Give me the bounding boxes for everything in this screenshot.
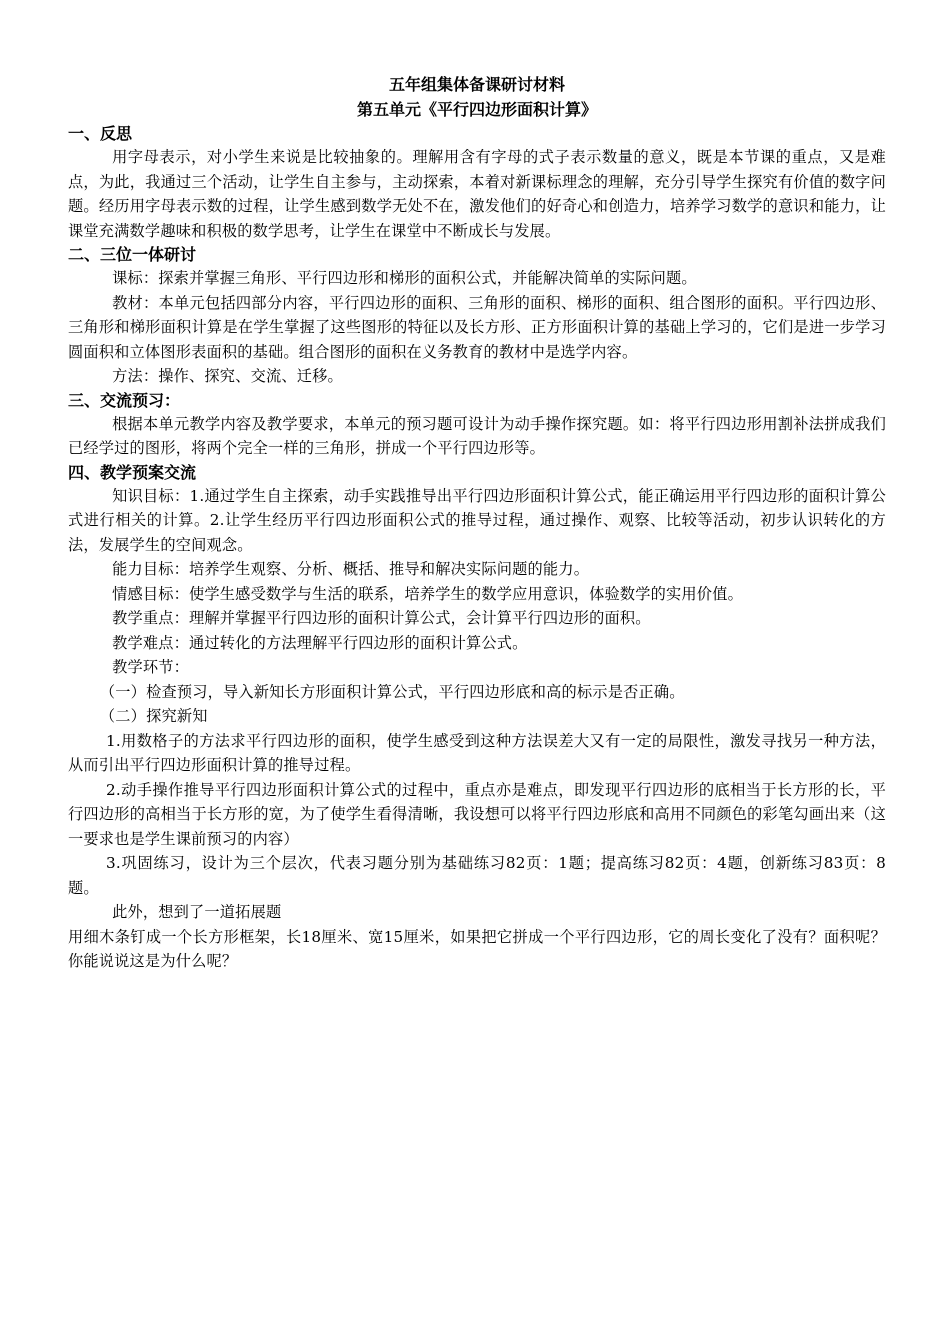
paragraph: 方法：操作、探究、交流、迁移。 <box>112 367 343 385</box>
paragraph: （二）探究新知 <box>99 707 208 725</box>
section-heading-preview: 三、交流预习： <box>68 390 181 410</box>
document-title: 五年组集体备课研讨材料 <box>388 75 565 94</box>
paragraph: （一）检查预习，导入新知长方形面积计算公式，平行四边形底和高的标示是否正确。 <box>99 682 685 701</box>
paragraph: 教学难点：通过转化的方法理解平行四边形的面积计算公式。 <box>112 633 528 652</box>
paragraph: 教材：本单元包括四部分内容，平行四边形的面积、三角形的面积、梯形的面积、组合图形的面积。平行四边形、三角形和梯形面积计算是在学生掌握了这些图形的特征以及长方形、正方形面积计算的基础上学习的，它们是进一步学习圆面积和立体图形表面积的基础。组合图形的面积在义务教育的教材中是选学内容。 <box>68 293 886 361</box>
paragraph: 情感目标：使学生感受数学与生活的联系，培养学生的数学应用意识，体验数学的实用价值。 <box>112 584 743 603</box>
paragraph: 课标：探索并掌握三角形、平行四边形和梯形的面积公式，并能解决简单的实际问题。 <box>112 269 697 287</box>
paragraph: 根据本单元教学内容及教学要求，本单元的预习题可设计为动手操作探究题。如：将平行四边形用割补法拼成我们已经学过的图形，将两个完全一样的三角形，拼成一个平行四边形等。 <box>68 414 886 457</box>
paragraph: 此外，想到了一道拓展题 <box>112 903 282 921</box>
document-subtitle: 第五单元《平行四边形面积计算》 <box>356 100 597 119</box>
section-heading-reflection: 一、反思 <box>68 124 133 143</box>
paragraph: 1.用数格子的方法求平行四边形的面积，使学生感受到这种方法误差大又有一定的局限性，激发寻找另一种方法，从而引出平行四边形面积计算的推导过程。 <box>68 731 886 774</box>
paragraph: 能力目标：培养学生观察、分析、概括、推导和解决实际问题的能力。 <box>112 560 590 578</box>
paragraph: 用细木条钉成一个长方形框架，长18厘米、宽15厘米，如果把它拼成一个平行四边形，它的周长变化了没有？面积呢？你能说说这是为什么呢？ <box>68 927 886 970</box>
paragraph: 3.巩固练习，设计为三个层次，代表习题分别为基础练习82页：1题；提高练习82页：4题，创新练习83页：8题。 <box>68 854 886 897</box>
section-heading-research: 二、三位一体研讨 <box>68 245 197 264</box>
section-heading-teaching-plan: 四、教学预案交流 <box>68 462 197 482</box>
paragraph: 教学环节： <box>112 658 190 676</box>
paragraph: 用字母表示，对小学生来说是比较抽象的。理解用含有字母的式子表示数量的意义，既是本节课的重点，又是难点，为此，我通过三个活动，让学生自主参与，主动探索，本着对新课标理念的理解，充分引导学生探究有价值的数字问题。经历用字母表示数的过程，让学生感到数学无处不在，激发他们的好奇心和创造力，培养学习数学的意识和能力，让课堂充满数学趣味和积极的数学思考，让学生在课堂中不断成长与发展。 <box>68 148 886 240</box>
paragraph: 2.动手操作推导平行四边形面积计算公式的过程中，重点亦是难点，即发现平行四边形的底相当于长方形的长，平行四边形的高相当于长方形的宽，为了使学生看得清晰，我设想可以将平行四边形底和高用不同颜色的彩笔勾画出来（这一要求也是学生课前预习的内容） <box>68 780 886 848</box>
paragraph: 知识目标：1.通过学生自主探索，动手实践推导出平行四边形面积计算公式，能正确运用平行四边形的面积计算公式进行相关的计算。2.让学生经历平行四边形面积公式的推导过程，通过操作、观察、比较等活动，初步认识转化的方法，发展学生的空间观念。 <box>68 486 886 554</box>
paragraph: 教学重点：理解并掌握平行四边形的面积计算公式，会计算平行四边形的面积。 <box>112 609 651 627</box>
document-page <box>68 72 886 974</box>
